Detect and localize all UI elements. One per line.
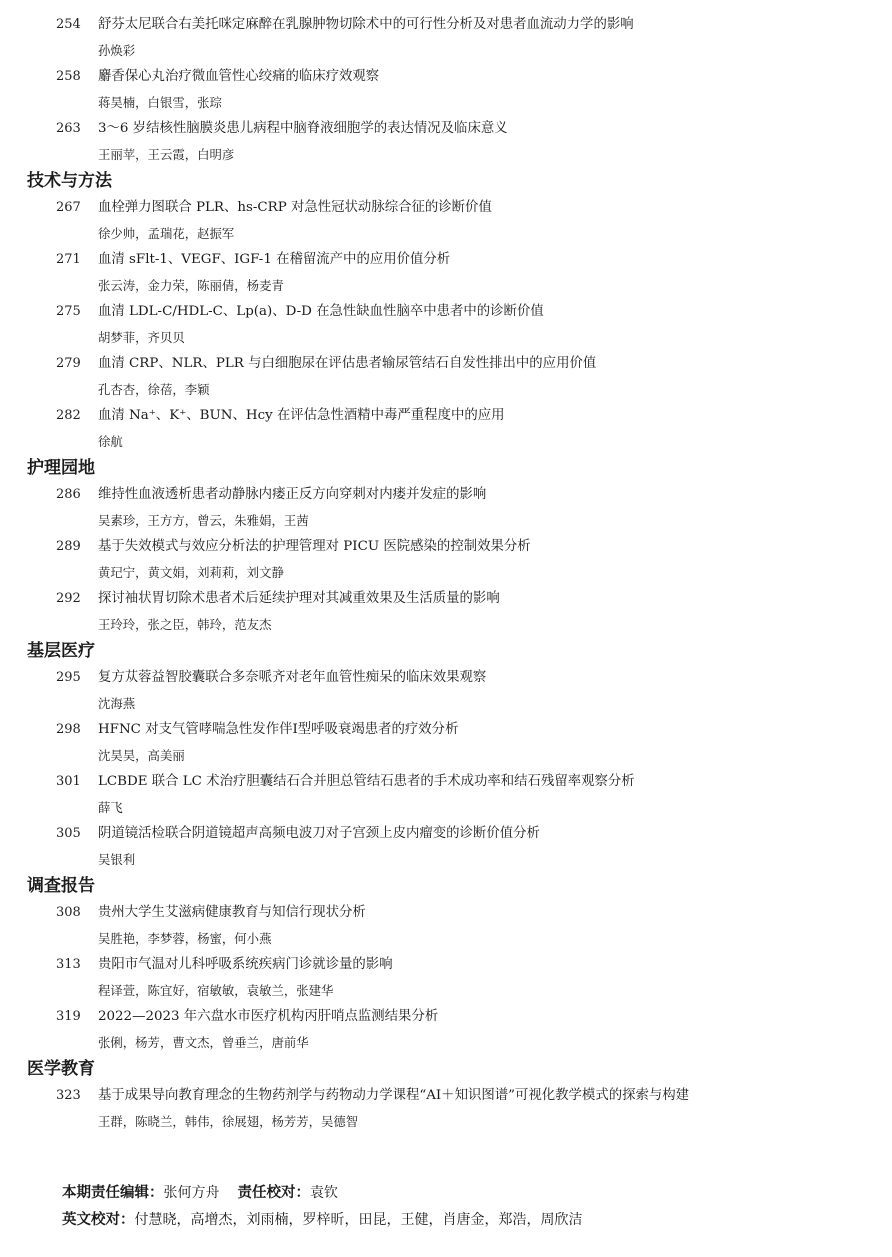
entry-authors: 程译萱，陈宜好，宿敏敏，袁敏兰，张建华 [98, 983, 334, 998]
entry-title: HFNC 对支气管哮喘急性发作伴Ⅰ型呼吸衰竭患者的疗效分析 [98, 722, 459, 737]
section-heading: 护理园地 [27, 458, 95, 478]
entry-page-number: 271 [56, 252, 81, 267]
entry-title: LCBDE 联合 LC 术治疗胆囊结石合并胆总管结石患者的手术成功率和结石残留率观察分析 [98, 774, 635, 789]
entry-authors: 吴素珍，王方方，曾云，朱雅娟，王茜 [98, 513, 309, 528]
entry-title: 血清 Na⁺、K⁺、BUN、Hcy 在评估急性酒精中毒严重程度中的应用 [98, 408, 505, 423]
proof-name: 袁钦 [310, 1185, 338, 1201]
entry-page-number: 289 [56, 539, 81, 554]
section-heading: 调查报告 [27, 876, 95, 896]
proof-label: 责任校对： [237, 1185, 310, 1201]
entry-authors: 沈昊昊，高美丽 [98, 748, 185, 763]
entry-authors: 薛飞 [98, 800, 123, 815]
entry-authors: 孙焕彩 [98, 43, 136, 58]
entry-authors: 沈海燕 [98, 696, 136, 711]
entry-page-number: 323 [56, 1088, 81, 1103]
english-proof-names: 付慧晓，高增杰，刘雨楠，罗梓昕，田昆，王健，肖唐金，郑浩，周欣洁 [134, 1212, 583, 1228]
english-proof-credit-line [62, 1211, 583, 1229]
entry-page-number: 305 [56, 826, 81, 841]
entry-title: 基于成果导向教育理念的生物药剂学与药物动力学课程“AI＋知识图谱”可视化教学模式的探索与构建 [98, 1088, 690, 1103]
entry-authors: 徐少帅，孟瑞花，赵振军 [98, 226, 235, 241]
entry-page-number: 308 [56, 905, 81, 920]
entry-authors: 胡梦菲，齐贝贝 [98, 330, 185, 345]
entry-page-number: 295 [56, 670, 81, 685]
entry-title: 贵阳市气温对儿科呼吸系统疾病门诊就诊量的影响 [98, 957, 393, 972]
entry-page-number: 301 [56, 774, 81, 789]
entry-title: 血清 LDL-C/HDL-C、Lp(a)、D-D 在急性缺血性脑卒中患者中的诊断价值 [98, 304, 544, 319]
entry-authors: 蒋昊楠，白银雪，张琮 [98, 95, 222, 110]
entry-title: 3～6 岁结核性脑膜炎患儿病程中脑脊液细胞学的表达情况及临床意义 [98, 121, 508, 136]
entry-authors: 张俐，杨芳，曹文杰，曾垂兰，唐前华 [98, 1035, 309, 1050]
entry-authors: 徐航 [98, 434, 123, 449]
english-proof-label: 英文校对： [62, 1212, 135, 1228]
entry-title: 探讨袖状胃切除术患者术后延续护理对其减重效果及生活质量的影响 [98, 591, 500, 606]
entry-page-number: 254 [56, 17, 81, 32]
entry-title: 2022—2023 年六盘水市医疗机构丙肝哨点监测结果分析 [98, 1009, 439, 1024]
entry-page-number: 275 [56, 304, 81, 319]
entry-page-number: 313 [56, 957, 81, 972]
entry-title: 麝香保心丸治疗微血管性心绞痛的临床疗效观察 [98, 69, 380, 84]
entry-page-number: 298 [56, 722, 81, 737]
entry-title: 基于失效模式与效应分析法的护理管理对 PICU 医院感染的控制效果分析 [98, 539, 531, 554]
entry-page-number: 263 [56, 121, 81, 136]
entry-page-number: 282 [56, 408, 81, 423]
entry-page-number: 258 [56, 69, 81, 84]
editor-label: 本期责任编辑： [62, 1185, 164, 1201]
entry-title: 血清 CRP、NLR、PLR 与白细胞尿在评估患者输尿管结石自发性排出中的应用价值 [98, 356, 597, 371]
entry-page-number: 292 [56, 591, 81, 606]
entry-authors: 吴银利 [98, 852, 136, 867]
entry-page-number: 267 [56, 200, 81, 215]
entry-authors: 王群，陈晓兰，韩伟，徐展翅，杨芳芳，吴德智 [98, 1114, 359, 1129]
entry-title: 血清 sFlt-1、VEGF、IGF-1 在稽留流产中的应用价值分析 [98, 252, 451, 267]
entry-title: 维持性血液透析患者动静脉内瘘正反方向穿刺对内瘘并发症的影响 [98, 487, 487, 502]
section-heading: 基层医疗 [27, 641, 95, 661]
section-heading: 技术与方法 [27, 171, 112, 191]
entry-title: 贵州大学生艾滋病健康教育与知信行现状分析 [98, 905, 366, 920]
entry-authors: 王玲玲，张之臣，韩玲，范友杰 [98, 617, 272, 632]
section-heading: 医学教育 [27, 1059, 95, 1079]
entry-page-number: 279 [56, 356, 81, 371]
entry-title: 阴道镜活检联合阴道镜超声高频电波刀对子宫颈上皮内瘤变的诊断价值分析 [98, 826, 540, 841]
entry-title: 复方苁蓉益智胶囊联合多奈哌齐对老年血管性痴呆的临床效果观察 [98, 670, 487, 685]
entry-title: 血栓弹力图联合 PLR、hs-CRP 对急性冠状动脉综合征的诊断价值 [98, 200, 492, 215]
entry-title: 舒芬太尼联合右美托咪定麻醉在乳腺肿物切除术中的可行性分析及对患者血流动力学的影响 [98, 17, 634, 32]
entry-page-number: 286 [56, 487, 81, 502]
entry-authors: 黄玘宁，黄文娟，刘莉莉，刘文静 [98, 565, 284, 580]
editor-name: 张何方舟 [163, 1185, 220, 1201]
editor-credit-line [62, 1184, 338, 1202]
entry-page-number: 319 [56, 1009, 81, 1024]
entry-authors: 张云涛，金力荣，陈丽倩，杨麦青 [98, 278, 284, 293]
entry-authors: 孔杏杏，徐蓓，李颖 [98, 382, 210, 397]
entry-authors: 王丽苹，王云霞，白明彦 [98, 147, 235, 162]
entry-authors: 吴胜艳，李梦蓉，杨蜜，何小燕 [98, 931, 272, 946]
